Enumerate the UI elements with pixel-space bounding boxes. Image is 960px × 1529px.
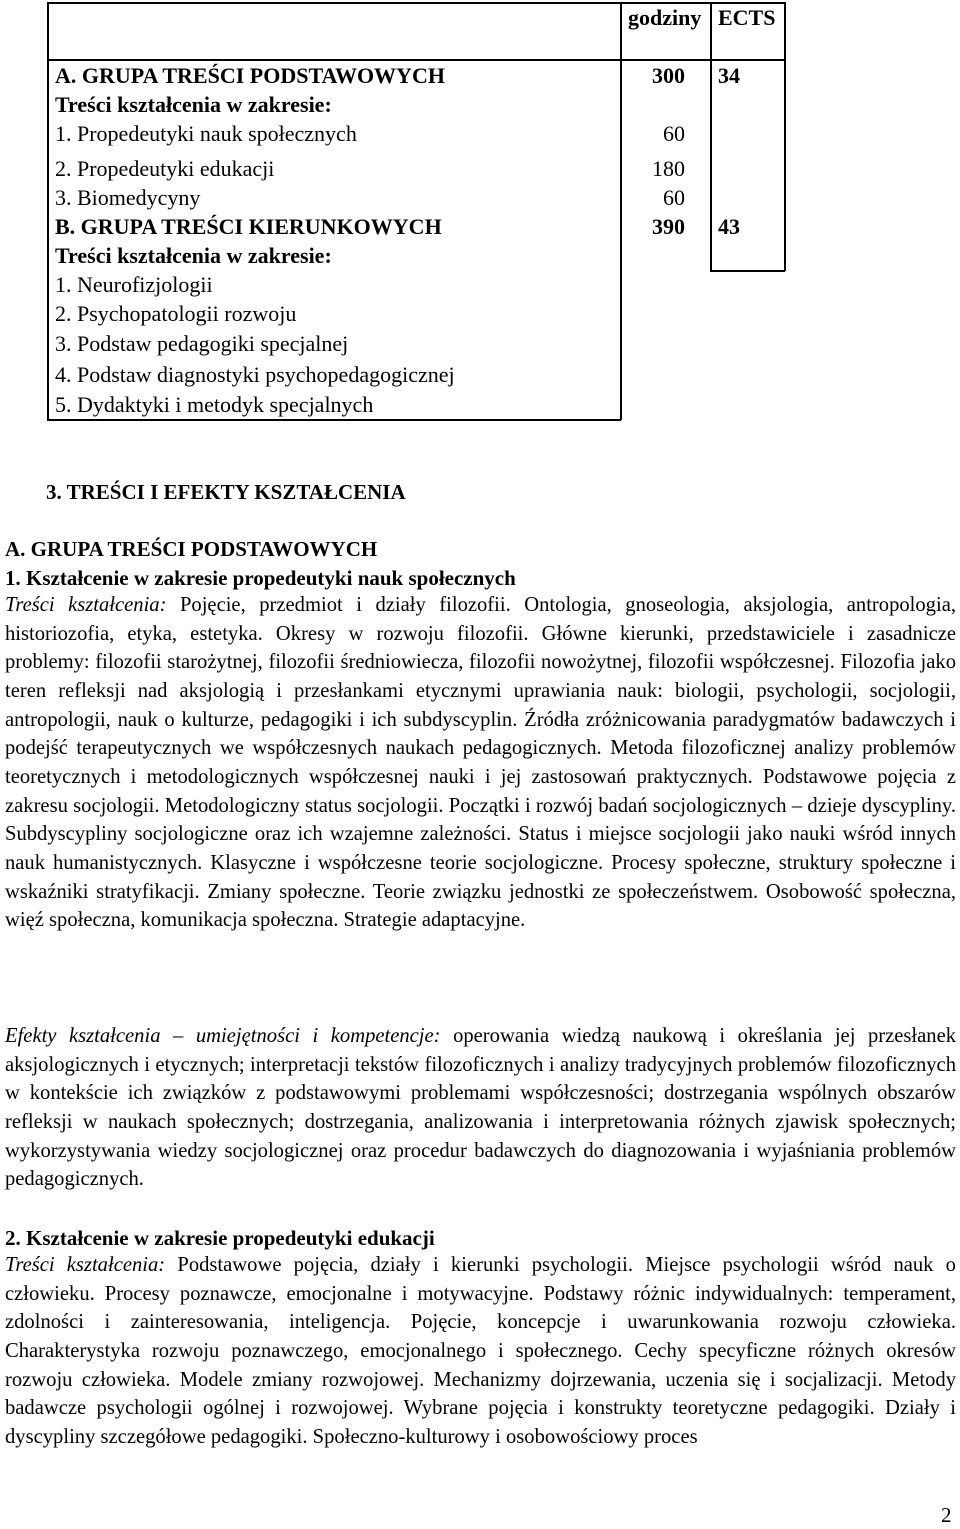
subsection-1-effects: [5, 1022, 956, 1194]
group-b-item: 2. Psychopatologii rozwoju: [55, 301, 297, 326]
group-a-ects: 34: [718, 63, 740, 88]
table-bottom-border: [47, 419, 621, 421]
table-right-border: [784, 2, 786, 271]
subsection-2-content: [5, 1251, 956, 1491]
subsection-2-heading: 2. Kształcenie w zakresie propedeutyki edukacji: [5, 1226, 435, 1250]
effects-label: Efekty kształcenia – umiejętności i kompetencje:: [5, 1025, 441, 1047]
group-a-item-hours: 60: [663, 121, 685, 146]
table-groupB-border: [710, 270, 785, 272]
content-text: Podstawowe pojęcia, działy i kierunki psychologii. Miejsce psychologii wśród nauk o człowieku. Procesy poznawcze, emocjonalne i motywacyjne. Podstawy różnic indywidualnych: temperament, zdolności i zainteresowania, inteligencja. Pojęcie, koncepcje i uwarunkowania rozwoju człowieka. Charakterystyka rozwoju poznawczego, emocjonalnego i społecznego. Cechy specyficzne różnych okresów rozwoju człowieka. Modele zmiany rozwojowej. Mechanizmy dojrzewania, uczenia się i socjalizacji. Metody badawcze psychologii ogólnej i rozwojowej. Wybrane pojęcia i konstrukty teoretyczne pedagogiki. Działy i dyscypliny szczegółowe pedagogiki. Społeczno-kulturowy i osobowościowy proces: [5, 1254, 956, 1448]
group-b-title: B. GRUPA TREŚCI KIERUNKOWYCH: [55, 214, 442, 239]
content-text: Pojęcie, przedmiot i działy filozofii. Ontologia, gnoseologia, aksjologia, antropologia, historiozofia, etyka, estetyka. Okresy w rozwoju filozofii. Główne kierunki, przedstawiciele i zasadnicze problemy: filozofii starożytnej, filozofii średniowiecza, filozofii nowożytnej, filozofii współczesnej. Filozofia jako teren refleksji nad aksjologią i przesłankami etycznymi uprawiania nauk: biologii, psychologii, socjologii, antropologii, nauk o kulturze, pedagogiki i ich subdyscyplin. Źródła zróżnicowania paradygmatów badawczych i podejść terapeutycznych we współczesnych naukach pedagogicznych. Metoda filozoficznej analizy problemów teoretycznych i metodologicznych współczesnej nauki i jej zastosowań praktycznych. Podstawowe pojęcia z zakresu socjologii. Metodologiczny status socjologii. Początki i rozwój badań socjologicznych – dzieje dyscypliny. Subdyscypliny socjologiczne oraz ich wzajemne zależności. Status i miejsce socjologii jako nauki wśród innych nauk humanistycznych. Klasyczne i współczesne teorie socjologiczne. Procesy społeczne, struktury społeczne i wskaźniki stratyfikacji. Zmiany społeczne. Teorie związku jednostki ze społeczeństwem. Osobowość społeczna, więź społeczna, komunikacja społeczna. Strategie adaptacyjne.: [5, 594, 956, 932]
group-a-item-hours: 180: [652, 156, 685, 181]
group-b-item: 5. Dydaktyki i metodyk specjalnych: [55, 392, 374, 417]
page-number: 2: [941, 1503, 952, 1527]
group-b-item: 4. Podstaw diagnostyki psychopedagogicznej: [55, 362, 455, 387]
section-heading: 3. TREŚCI I EFEKTY KSZTAŁCENIA: [46, 480, 406, 504]
subsection-1-heading: 1. Kształcenie w zakresie propedeutyki nauk społecznych: [5, 566, 516, 590]
group-a-hours: 300: [652, 63, 685, 88]
group-a-scope: Treści kształcenia w zakresie:: [55, 92, 332, 117]
group-b-hours: 390: [652, 214, 685, 239]
table-col-divider-2: [710, 2, 712, 271]
header-godziny: godziny: [628, 5, 702, 30]
group-a-item: 3. Biomedycyny: [55, 185, 201, 210]
content-label: Treści kształcenia:: [5, 594, 167, 616]
group-a-item: 2. Propedeutyki edukacji: [55, 156, 275, 181]
table-left-border: [47, 2, 49, 420]
content-label: Treści kształcenia:: [5, 1254, 166, 1276]
group-a-item-hours: 60: [663, 185, 685, 210]
header-ects: ECTS: [718, 5, 776, 30]
group-b-ects: 43: [718, 214, 740, 239]
group-b-item: 1. Neurofizjologii: [55, 272, 213, 297]
group-a-item: 1. Propedeutyki nauk społecznych: [55, 121, 357, 146]
table-col-divider-1: [620, 2, 622, 420]
group-b-item: 3. Podstaw pedagogiki specjalnej: [55, 331, 349, 356]
subsection-1-content: [5, 591, 956, 935]
group-heading: A. GRUPA TREŚCI PODSTAWOWYCH: [5, 537, 378, 561]
group-b-scope: Treści kształcenia w zakresie:: [55, 243, 332, 268]
effects-text: operowania wiedzą naukową i określania jej przesłanek aksjologicznych i etycznych; interpretacji tekstów filozoficznych i analizy tradycyjnych problemów filozoficznych w kontekście ich związków z podstawowymi problemami współczesności; dostrzegania wspólnych obszarów refleksji w naukach społecznych; dostrzegania, analizowania i interpretowania różnych zjawisk społecznych; wykorzystywania wiedzy socjologicznej oraz procedur badawczych do diagnozowania i wyjaśniania problemów pedagogicznych.: [5, 1025, 957, 1191]
group-a-title: A. GRUPA TREŚCI PODSTAWOWYCH: [55, 63, 445, 88]
